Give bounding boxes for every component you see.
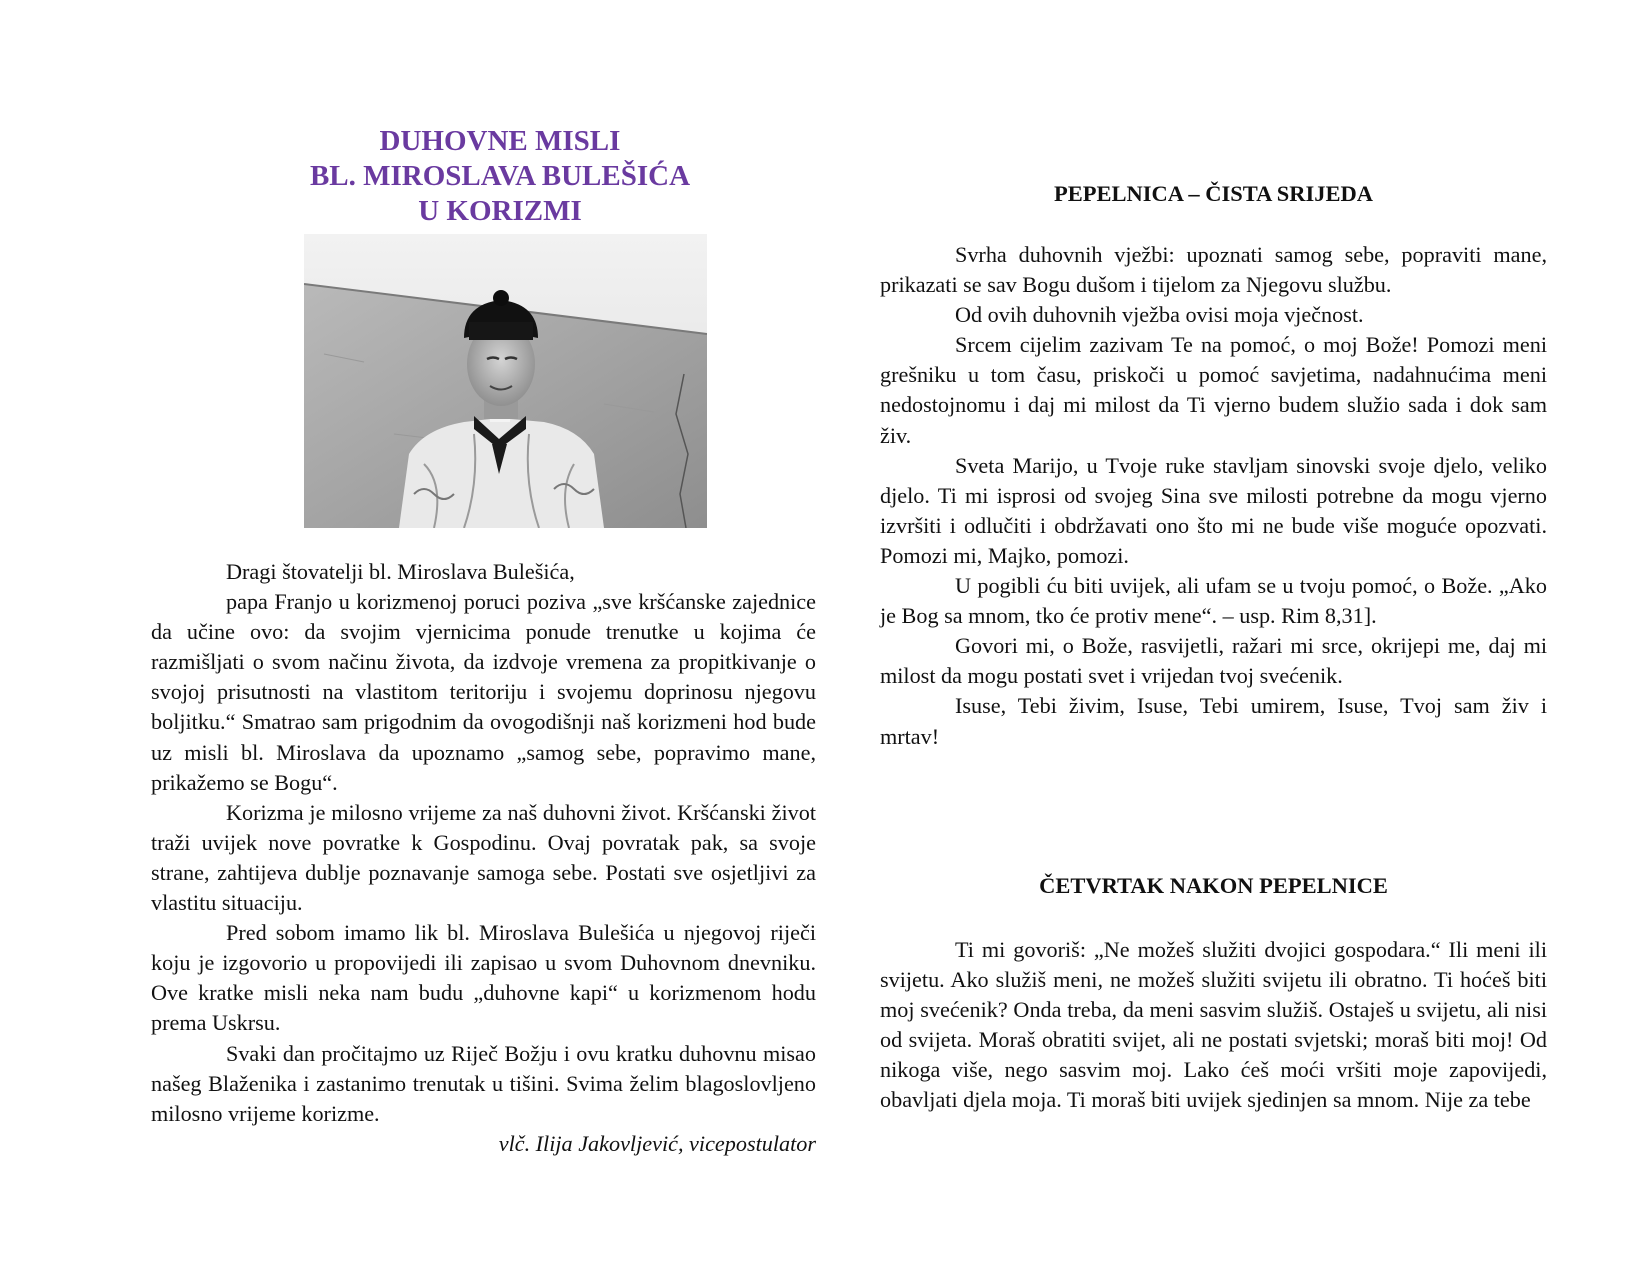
section-text-pepelnica	[880, 240, 1547, 752]
intro-paragraph-2: Korizma je milosno vrijeme za naš duhovni život. Kršćanski život traži uvijek nove povratke k Gospodinu. Ovaj povratak pak, sa svoje strane, zahtijeva dublje poznavanje samoga sebe. Postati sve osjetljivi za vlastitu situaciju.	[151, 799, 816, 916]
title-line-3: U KORIZMI	[418, 195, 582, 227]
section-heading-pepelnica: PEPELNICA – ČISTA SRIJEDA	[1053, 181, 1374, 206]
priest-portrait-photo	[304, 234, 707, 528]
pepelnica-paragraph-2: Od ovih duhovnih vježba ovisi moja vječnost.	[955, 302, 1364, 328]
pepelnica-paragraph-7: Isuse, Tebi živim, Isuse, Tebi umirem, Isuse, Tvoj sam živ i mrtav!	[880, 693, 1547, 749]
pepelnica-paragraph-6: Govori mi, o Bože, rasvijetli, ražari mi srce, okrijepi me, daj mi milost da mogu postati svet i vrijedan tvoj svećenik.	[880, 633, 1547, 689]
introduction-text	[151, 557, 816, 1159]
section-text-cetvrtak	[880, 935, 1547, 1116]
title-line-1: DUHOVNE MISLI	[379, 125, 621, 157]
pepelnica-paragraph-5: U pogibli ću biti uvijek, ali ufam se u tvoju pomoć, o Bože. „Ako je Bog sa mnom, tko će protiv mene“. – usp. Rim 8,31].	[880, 573, 1547, 629]
pepelnica-paragraph-3: Srcem cijelim zazivam Te na pomoć, o moj Bože! Pomozi meni grešniku u tom času, priskoči u pomoć savjetima, nadahnućima meni nedostojnomu i daj mi milost da Ti vjerno budem služio sada i dok sam živ.	[880, 332, 1547, 448]
intro-paragraph-1: papa Franjo u korizmenoj poruci poziva „sve kršćanske zajednice da učine ovo: da svojim vjernicima ponude trenutke u kojima će razmišljati o svom načinu života, da izdvoje vremena za propitkivanje o svojoj prisutnosti na vlastitom teritoriju i svojemu doprinosu njegovu boljitku.“ Smatrao sam prigodnim da ovogodišnji naš korizmeni hod bude uz misli bl. Miroslava da upoznamo „samog sebe, popravimo mane, prikažemo se Bogu“.	[151, 589, 816, 795]
intro-paragraph-3: Pred sobom imamo lik bl. Miroslava Bulešića u njegovoj riječi koju je izgovorio u propovijedi ili zapisao u svom Duhovnom dnevniku. Ove kratke misli neka nam budu „duhovne kapi“ u korizmenom hodu prema Uskrsu.	[151, 920, 816, 1036]
intro-paragraph-4: Svaki dan pročitajmo uz Riječ Božju i ovu kratku duhovnu misao našeg Blaženika i zastanimo trenutak u tišini. Svima želim blagoslovljeno milosno vrijeme korizme.	[151, 1040, 816, 1126]
greeting-paragraph: Dragi štovatelji bl. Miroslava Bulešića,	[226, 559, 575, 584]
section-heading-cetvrtak: ČETVRTAK NAKON PEPELNICE	[1039, 873, 1388, 898]
pepelnica-paragraph-4: Sveta Marijo, u Tvoje ruke stavljam sinovski svoje djelo, veliko djelo. Ti mi isprosi od svojeg Sina sve milosti potrebne da mogu vjerno izvršiti i odlučiti i obdržavati ono što mi ne bude više moguće opozvati. Pomozi mi, Majko, pomozi.	[880, 452, 1547, 568]
document-title	[280, 124, 720, 229]
signature: vlč. Ilija Jakovljević, vicepostulator	[498, 1130, 816, 1156]
title-line-2: BL. MIROSLAVA BULEŠIĆA	[309, 160, 691, 192]
cetvrtak-paragraph-1: Ti mi govoriš: „Ne možeš služiti dvojici gospodara.“ Ili meni ili svijetu. Ako služiš meni, ne možeš služiti svijetu ili obratno. Ti hoćeš biti moj svećenik? Onda treba, da meni sasvim služiš. Ostaješ u svijetu, ali nisi od svijeta. Moraš obratiti svijet, ali ne postati svjetski; moraš biti moj! Od nikoga više, nego sasvim moj. Lako ćeš moći vršiti moje zapovijedi, obavljati djela moja. Ti moraš biti uvijek sjedinjen sa mnom. Nije za tebe	[880, 937, 1547, 1113]
pepelnica-paragraph-1: Svrha duhovnih vježbi: upoznati samog sebe, popraviti mane, prikazati se sav Bogu dušom i tijelom za Njegovu službu.	[880, 242, 1547, 298]
